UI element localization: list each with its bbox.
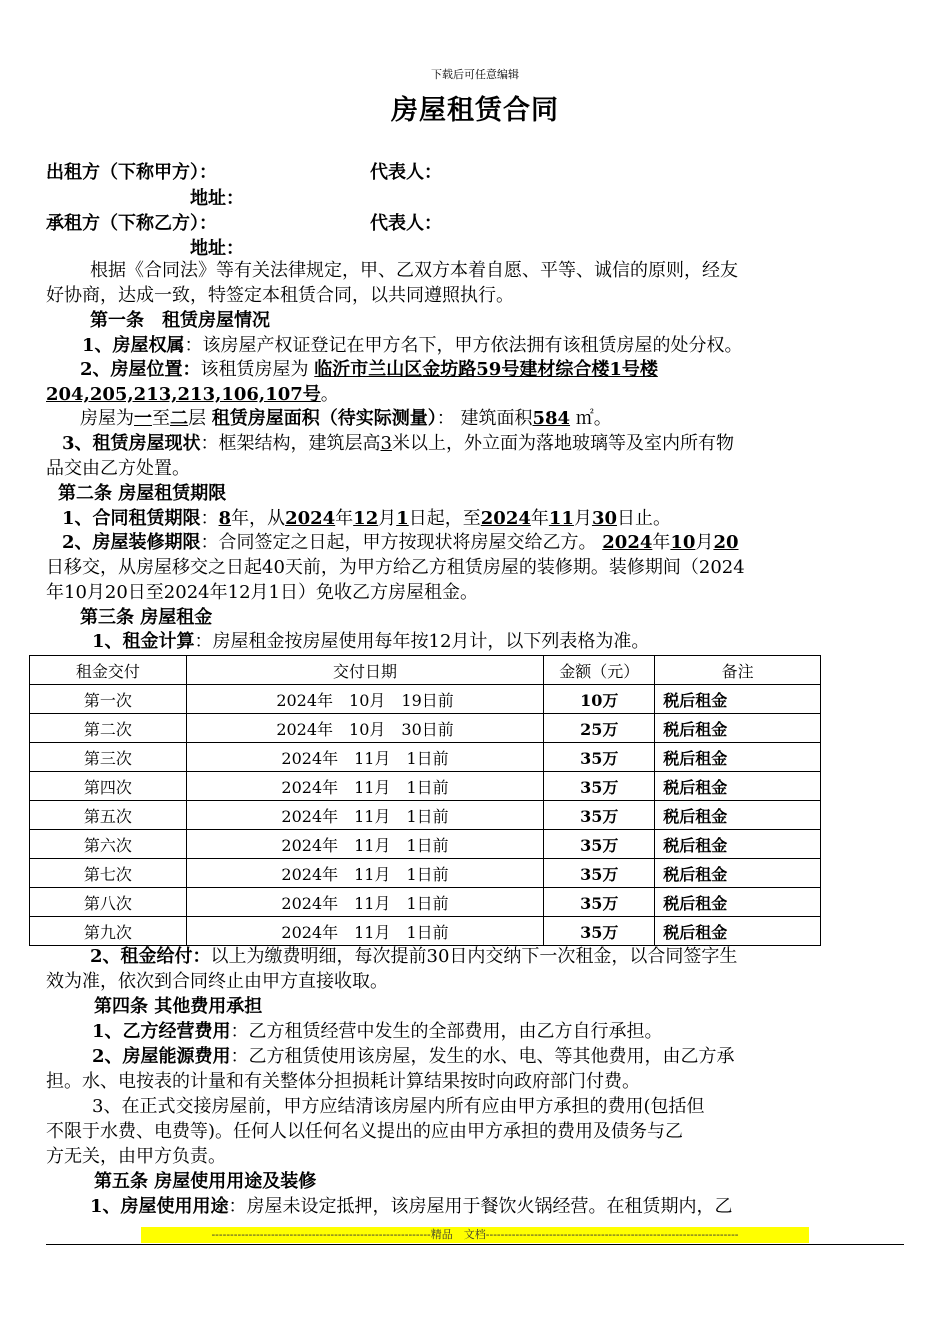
clause-label: 1、乙方经营费用 [92,1021,231,1042]
table-row [30,772,821,801]
header-amount: 金额（元） [544,656,655,685]
table-row [30,830,821,859]
clause-text: 该租赁房屋为 [200,359,309,380]
clause-label: 1、房屋使用用途 [90,1196,229,1217]
table-row [30,917,821,946]
remark-cell: 税后租金 [655,743,821,772]
article-1-heading: 第一条 租赁房屋情况 [90,310,270,331]
article-2-clause-2-cont-2: 年10月20日至2024年12月1日）免收乙方房屋租金。 [46,582,478,603]
intro-line-1: 根据《合同法》等有关法律规定，甲、乙双方本着自愿、平等、诚信的原则，经友 [90,260,738,281]
handover-year: 2024 [602,532,653,553]
article-2-clause-1 [46,506,922,531]
article-2-heading: 第二条 房屋租赁期限 [58,483,227,504]
article-1-clause-2-cont [46,382,906,407]
top-note: 下载后可任意编辑 [431,68,519,81]
date-cell: 2024年 11月 1日前 [186,772,544,801]
article-2-clause-2 [46,530,922,555]
clause-text: 年 [335,508,354,529]
date-cell: 2024年 11月 1日前 [186,859,544,888]
amount-cell: 35万 [544,888,655,917]
remark-cell: 税后租金 [655,685,821,714]
clause-label: 2、房屋装修期限 [62,532,201,553]
article-3-clause-2 [46,944,906,969]
start-day: 1 [396,508,409,529]
date-cell: 2024年 11月 1日前 [186,743,544,772]
remark-cell: 税后租金 [655,917,821,946]
date-cell: 2024年 11月 1日前 [186,888,544,917]
article-5-heading: 第五条 房屋使用用途及装修 [94,1171,317,1192]
punctuation: 。 [320,384,339,405]
amount-cell: 35万 [544,917,655,946]
amount-cell: 25万 [544,714,655,743]
article-4-clause-2 [46,1044,906,1069]
handover-day: 20 [713,532,739,553]
amount-cell: 10万 [544,685,655,714]
amount-cell: 35万 [544,859,655,888]
clause-text: 米以上，外立面为落地玻璃等及室内所有物 [391,433,734,454]
clause-text: 年 [652,532,671,553]
clause-text: 月 [573,508,592,529]
floor-text: 至 [152,408,170,429]
amount-cell: 35万 [544,830,655,859]
clause-text: 年 [530,508,549,529]
clause-text: ：合同签定之日起，甲方按现状将房屋交给乙方。 [200,532,597,553]
area-unit: ㎡。 [570,408,612,429]
lessor-label: 出租方（下称甲方）： [46,162,217,183]
clause-text: 月 [695,532,714,553]
clause-text: ：乙方租赁经营中发生的全部费用，由乙方自行承担。 [230,1021,663,1042]
lessee-address-label: 地址： [190,238,244,259]
installment-cell: 第三次 [30,743,187,772]
article-1-floor-area [46,406,940,431]
date-cell: 2024年 11月 1日前 [186,917,544,946]
end-month: 11 [548,508,574,529]
article-4-clause-3-cont-1: 不限于水费、电费等)。任何人以任何名义提出的应由甲方承担的费用及债务与乙 [46,1121,684,1142]
property-address: 临沂市兰山区金坊路59号建材综合楼1号楼 [314,359,658,380]
floor-text: 层 [188,408,212,429]
property-rooms: 204,205,213,213,106,107号 [46,384,321,405]
lessor-rep-label: 代表人： [370,162,442,183]
clause-text: ： [200,508,219,529]
clause-text: 月 [378,508,397,529]
start-year: 2024 [285,508,336,529]
clause-text: 以上为缴费明细，每次提前30日内交纳下一次租金，以合同签字生 [210,946,738,967]
table-row [30,859,821,888]
date-cell: 2024年 11月 1日前 [186,801,544,830]
header-remark: 备注 [655,656,821,685]
floor-from: 一 [134,408,152,429]
installment-cell: 第一次 [30,685,187,714]
article-4-clause-3: 3、在正式交接房屋前，甲方应结清该房屋内所有应由甲方承担的费用(包括但 [92,1096,705,1117]
installment-cell: 第四次 [30,772,187,801]
amount-cell: 35万 [544,801,655,830]
handover-month: 10 [670,532,696,553]
article-4-clause-2-cont: 担。水、电按表的计量和有关整体分担损耗计算结果按时向政府部门付费。 [46,1071,640,1092]
article-3-clause-1 [46,629,950,654]
floor-to: 二 [170,408,188,429]
clause-text: 日起，至 [408,508,481,529]
table-row [30,888,821,917]
end-day: 30 [591,508,617,529]
clause-label: 2、租金给付： [90,946,211,967]
remark-cell: 税后租金 [655,772,821,801]
article-1-clause-1 [46,333,942,358]
intro-line-2: 好协商，达成一致，特签定本租赁合同，以共同遵照执行。 [46,285,514,306]
article-4-heading: 第四条 其他费用承担 [94,996,263,1017]
article-1-clause-3 [46,431,922,456]
article-3-heading: 第三条 房屋租金 [80,607,213,628]
installment-cell: 第八次 [30,888,187,917]
clause-text: ：房屋未设定抵押，该房屋用于餐饮火锅经营。在租赁期内，乙 [228,1196,733,1217]
clause-text: ：该房屋产权证登记在甲方名下，甲方依法拥有该租赁房屋的处分权。 [184,335,743,356]
remark-cell: 税后租金 [655,714,821,743]
article-4-clause-3-cont-2: 方无关，由甲方负责。 [46,1146,226,1167]
article-3-clause-2-cont: 效为准，依次到合同终止由甲方直接收取。 [46,971,388,992]
installment-cell: 第六次 [30,830,187,859]
header-payment-date: 交付日期 [186,656,544,685]
date-cell: 2024年 10月 19日前 [186,685,544,714]
lease-years: 8 [218,508,232,529]
clause-label: 3、租赁房屋现状 [62,433,201,454]
clause-label: 2、房屋能源费用 [92,1046,231,1067]
clause-label: 1、房屋权属 [82,335,185,356]
date-cell: 2024年 10月 30日前 [186,714,544,743]
lessee-rep-label: 代表人： [370,213,442,234]
table-header-row [30,656,821,685]
date-cell: 2024年 11月 1日前 [186,830,544,859]
amount-cell: 35万 [544,743,655,772]
header-installment: 租金交付 [30,656,187,685]
table-row [30,743,821,772]
floor-height: 3 [380,433,392,454]
article-2-clause-2-cont-1: 日移交，从房屋移交之日起40天前，为甲方给乙方租赁房屋的装修期。装修期间（2024 [46,557,745,578]
remark-cell: 税后租金 [655,801,821,830]
remark-cell: 税后租金 [655,888,821,917]
installment-cell: 第二次 [30,714,187,743]
article-4-clause-1 [46,1019,950,1044]
footer-watermark-bar: -----------------------------------------------------------精品 文档-------------------------------------------------------------------- [141,1227,809,1243]
article-5-clause-1 [46,1194,906,1219]
clause-text: ：乙方租赁使用该房屋，发生的水、电、等其他费用，由乙方承 [230,1046,735,1067]
table-row [30,801,821,830]
clause-text: ：房屋租金按房屋使用每年按12月计，以下列表格为准。 [194,631,650,652]
installment-cell: 第五次 [30,801,187,830]
start-month: 12 [353,508,379,529]
area-label: 租赁房屋面积（待实际测量） [211,408,437,429]
clause-label: 2、房屋位置： [80,359,201,380]
clause-label: 1、合同租赁期限 [62,508,201,529]
table-row [30,685,821,714]
footer-divider [46,1244,904,1245]
lessor-address-label: 地址： [190,188,244,209]
document-title: 房屋租赁合同 [391,95,559,126]
lessee-label: 承租方（下称乙方）： [46,213,217,234]
article-1-clause-3-cont: 品交由乙方处置。 [46,458,190,479]
remark-cell: 税后租金 [655,859,821,888]
end-year: 2024 [480,508,531,529]
amount-cell: 35万 [544,772,655,801]
area-text: ： 建筑面积 [436,408,533,429]
rent-schedule-table [29,655,821,946]
installment-cell: 第九次 [30,917,187,946]
article-1-clause-2 [46,357,906,382]
table-row [30,714,821,743]
area-value: 584 [532,408,571,429]
clause-text: ：框架结构，建筑层高 [200,433,381,454]
clause-label: 1、租金计算 [92,631,195,652]
installment-cell: 第七次 [30,859,187,888]
remark-cell: 税后租金 [655,830,821,859]
clause-text: 年，从 [231,508,286,529]
clause-text: 日止。 [617,508,671,529]
floor-text: 房屋为 [80,408,134,429]
